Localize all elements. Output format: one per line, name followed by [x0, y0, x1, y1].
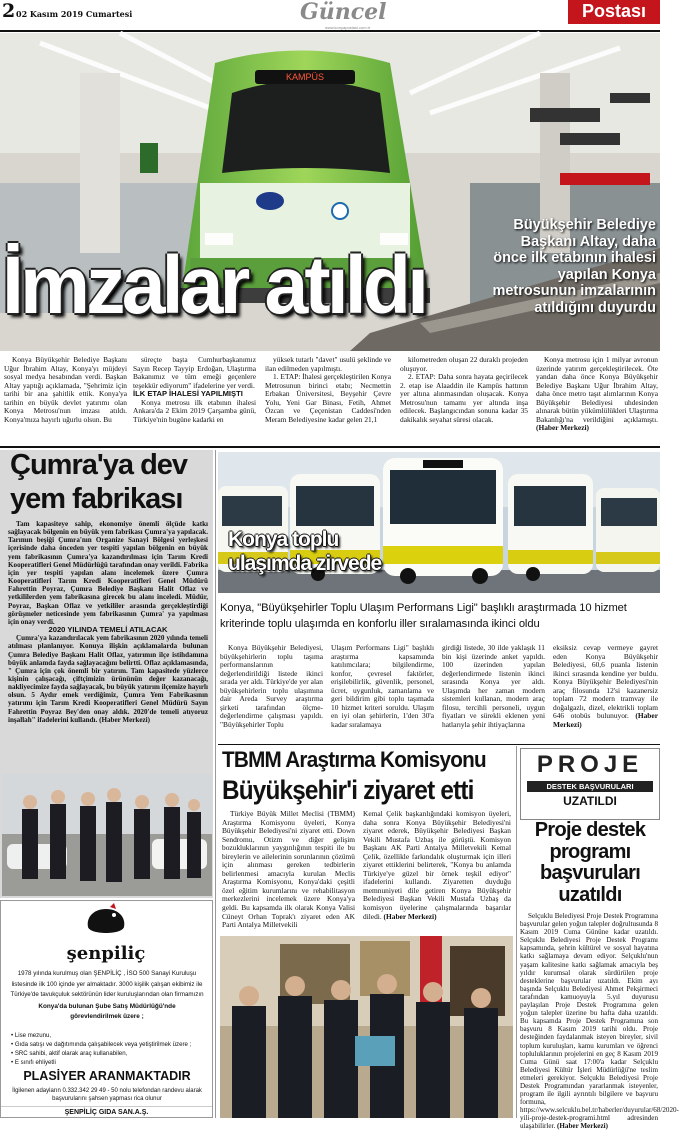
proje-body: [520, 912, 679, 1131]
senpilic-brand: şenpiliç: [66, 943, 146, 964]
toplu-deck: Konya, "Büyükşehirler Toplu Ulaşım Performans Ligi" başlıklı araştırmada 10 hizmet kriterinde toplu ulaşımda en konforlu iller sıralamasında ikinci oldu: [220, 602, 627, 630]
lead-column-4: [400, 356, 528, 442]
toplu-text-4: eksiksiz cevap vermeye gayret eden Konya Büyükşehir Belediyesi, 60,6 puanla listenin ikinci sırasında kendine yer buldu. Konya Büyükşehir Belediyesi'nin araç filosunda 12'si kazanersiz toplam 72 modern tramvay ile doğalgazlı, dizel, elektrikli toplam 646 otobüs bulunuyor.: [553, 643, 658, 721]
cumra-text-2: Çumra'ya kazandırılacak yem fabrikasının 2020 yılında temeli atılması planlanıyor. Konuya ilişkin açıklamalarda bulunan Çumra Belediye Başkanı Halit Oflaz, yatırımın ilçe istihdamına büyük anlamda fayda sağlayacağını belirtti. Oflaz açıklamasında, " Çumra için çok önemli bir yatırım. Tam kapasitede yüzlerce kişinin çalışacağı, çiftçimizin ürününün değer kazanacağı, nakliyecimize fayda sağlayacak, bu büyük yatırım ilçemize hayırlı olsun. 5 Aydır emek verdiğimiz, Çumra Yem Fabrikasının yatırımı için Tarım Kredi Kooperatifleri Genel Müdürü Sayın Fahrettin Poyraz Bey'den onay aldık. 2020'de temeli atıyoruz inşallah" ifadelerini kullandı.: [8, 634, 208, 724]
lead-text-2b: Konya metrosu ilk etabının ihalesi Ankara'da 2 Ekim 2019 Çarşamba günü, Türkiye'nin bugüne kadarki en: [133, 397, 256, 424]
tbmm-text-2: Kemal Çelik başkanlığındaki komisyon üyeleri, daha sonra Konya Büyükşehir Belediyesi'ni ziyaret ederek, Büyükşehir Belediyesi Başkan Vekili Mustafa Uzbaş ile görüştü. Komisyon Başkanı AK Parti Antalya Milletvekili Kemal Çelik, özellikle farkındalık oluşturmak için illeri ziyaret ettiklerini belirterek, "Konya bu anlamda Türkiye'ye güzel bir örnek teşkil ediyor" ifadelerini kullandı. Ziyaretten duyduğu memnuniyeti dile getiren Konya Büyükşehir Belediyesi Başkan Vekili Mustafa Uzbaş da komisyon üyelerine çalışmalarında başarılar diledi.: [363, 809, 511, 921]
lead-text-5: Konya metrosu için 1 milyar avronun üzerinde yatırım gerçekleştirilecek. Öte yandan daha önce Konya Büyükşehir Belediye Başkanı Uğur İbrahim Altay, daha önce metro taşıt alımlarının Konya Büyükşehir Belediyesi uhdesinden alınarak bütün yükümlülükleri Ulaştırma Bakanlığı'na verildiğini açıklamıştı.: [536, 355, 658, 424]
tbmm-headline-1: TBMM Araştırma Komisyonu: [222, 747, 486, 772]
proje-ad: [520, 748, 660, 820]
proje-text: Selçuklu Belediyesi Proje Destek Programına başvurular gelen yoğun talepler doğrultusunda 8 Kasım 2019 Cuma Gününe kadar uzatıldı. Selçuklu Belediyesi Proje Destek Programı kapsamında, şehrin kültürel ve sosyal hayatına katkı sağlamaya devam ediyor. Selçuklu'nun yaşam kalitesine katkı sağlamak amacıyla beş yıldır kurumsal olarak sürdürülen proje desteklerine başvurular uzatıldı. Ekim ayı başında Selçuklu Belediyesi Ahmet Pekşirmeci tarafından kamuoyuyla 5.yıl duyurusu paylaşılan Proje Destek Programına gelen yoğun talepler üzerine bu hafta daha uzatıldı. Bu kapsamda Proje Destek Programına son başvuru 8 Kasım 2019 tarihi oldu. Proje desteğinden faydalanmak isteyen bireyler, sivil toplum kuruluşları, kamu kurumları ve öğrenci topluluklarının projelerini en geç 8 Kasım 2019 Cuma Günü saat 17:00'a kadar Selçuklu Belediyesi Kültür İşleri Müdürlüğü'ne teslim etmeleri gerekiyor. Selçuklu Belediyesi Proje Destek Programından yararlanmak isteyenler, program ile ilgili ayrıntılı bilgilere ve başvuru formuna, https://www.selcuklu.bel.tr/haberler/duyurular/68/2020-yili-proje-destek-programi.html adresinden ulaşabilirler.: [520, 912, 679, 1131]
cumra-body: [8, 520, 208, 772]
issue-date: 02 Kasım 2019 Cumartesi: [16, 9, 133, 19]
chicken-icon: [76, 905, 136, 939]
tbmm-group-photo: [220, 936, 513, 1118]
site-url: www.konyapostasi.com.tr: [325, 25, 371, 30]
lead-column-3: [265, 356, 391, 442]
page-number: 2: [2, 0, 16, 22]
tbmm-headline-2: Büyükşehir'i ziyaret etti: [222, 775, 474, 805]
proje-ad-sub: UZATILDI: [563, 794, 617, 808]
proje-signature: (Haber Merkezi): [557, 1122, 608, 1131]
tbmm-signature: (Haber Merkezi): [383, 911, 437, 921]
lead-signature: (Haber Merkezi): [536, 423, 590, 433]
senpilic-footer: ŞENPİLİÇ GIDA SAN.A.Ş.: [1, 1106, 212, 1118]
tbmm-text-1: Türkiye Büyük Millet Meclisi (TBMM) Araştırma Komisyonu üyeleri, Konya Büyükşehir Belediyesi'ni ziyaret etti. Down Sendromu, Otizm ve diğer gelişim bozukluklarının yaygınlığının tespiti ile bu bireylerin ve ailelerinin sorunlarının çözümü için alınması gereken tedbirlerin belirlenmesi amacıyla kurulan Meclis Araştırma Komisyonu, Konya'daki çeşitli özel eğitim kurumlarını ve rehabilitasyon merkezlerini incelemek üzere Konya'ya geldi. Bu kapsamda ilk olarak Konya Valisi Cüneyt Orhan Toprak'ı ziyaret eden AK Parti Antalya Milletvekili: [222, 809, 355, 930]
requirement-item: • Lise mezunu,: [11, 1032, 52, 1039]
right-column-divider: [516, 746, 517, 1118]
requirement-item: • E sınıfı ehliyetli: [11, 1059, 56, 1066]
toplu-column-1: [220, 644, 323, 742]
cumra-group-photo: [2, 774, 212, 896]
cumra-signature: (Haber Merkezi): [99, 715, 150, 724]
toplu-bottom-rule: [218, 744, 660, 745]
senpilic-title-line: görevlendirilmek üzere ;: [70, 1013, 144, 1020]
requirement-item: • Gıda satışı ve dağıtımında çalışabilecek veya yetiştirilmek üzere ;: [11, 1041, 192, 1048]
toplu-signature: (Haber Merkezi): [553, 711, 658, 729]
proje-ad-band: DESTEK BAŞVURULARI: [527, 781, 653, 792]
toplu-headline-1: Konya toplu: [228, 528, 339, 551]
lead-text-3a: yüksek tutarlı "davet" usulü şeklinde ve ilan edilmeden yapılmıştı.: [265, 355, 391, 373]
requirement-item: • SRC sahibi, aktif olarak araç kullanabilen,: [11, 1050, 128, 1057]
cumra-text-1: Tam kapasiteye sahip, ekonomiye önemli ölçüde katkı sağlayacak bölgenin en büyük yem fabrikası Çumra'ya yapılacak. Tarımın beşiği Çumra'nın Organize Sanayi Bölgesi yerleşkesi içerisinde daha önceden yer tespiti yapılan bölgenin en büyük yem fabrikasının Çumra'ya kazandırılması için Tarım Kredi Kooperatifleri Genel Müdürlüğü tarafından onay verildi. Fabrika için yer tespiti yapılan alanı incelemek üzere Çumra Kooperatifleri Tarım Kredi Kooperatifleri Genel Müdürü Fahrettin Poyraz, Çumra Belediye Başkanı Halit Oflaz ve yetkililerden yem fabrikasına girecek bu alanı inceledi. Müdür, Poyraz, Başkan Oflaz ve yetkililer arasında gerçekleştirdiği görüşmeler neticesinde yem fabrikasının Çumra' ya yapılması için onay verdi.: [8, 520, 208, 626]
lead-text-3b: 1. ETAP: İhalesi gerçekleştirilen Konya Metrosunun birinci etabı; Necmettin Erbakan Üniversitesi, Beyşehir Çevre Yolu, Yeni Gar Binası, Fetih, Ahmet Özcan ve Çeçenistan Caddesi'nden Meram Belediyesine kadar gelen 21,1: [265, 372, 391, 424]
senpilic-contact: İlgilenen adayların 0.332.342 29 49 - 50 nolu telefondan randevu alarak başvurularını şahsen yapması rica olunur: [12, 1088, 202, 1102]
toplu-text-1: Konya Büyükşehir Belediyesi, büyükşehirlerin toplu taşıma performanslarının değerlendirildiği listede ikinci sırada yer aldı. Türkiye'de yer alan büyükşehirlerin toplu ulaşımına dair Areda Survey araştırma şirketi tarafından ölçme-değerlendirme çalışması yapıldı. "Büyükşehirler Toplu: [220, 643, 323, 729]
toplu-text-3: girdiği listede, 30 ilde yaklaşık 11 bin kişi üzerinde anket yapıldı. 100 üzerinden yapılan değerlendirmede listenin ikinci sırasında Konya yer aldı. Ulaşımda her zaman modern sistemleri kullanan, modern araç filosu, tercihli personeli, uygun fiyatları ve sürekli eklenen yeni hatlarıyla şehir ihtiyaçlarına: [442, 643, 545, 729]
senpilic-ad: [0, 900, 213, 1118]
lead-text-4a: kilometreden oluşan 22 duraklı projeden oluşuyor.: [400, 355, 528, 373]
lead-text-2a: süreçte başta Cumhurbaşkanımız Sayın Recep Tayyip Erdoğan, Ulaştırma Bakanımız ve tüm emeği geçenlere teşekkür ediyorum" ifadelerine yer verdi.: [133, 355, 256, 390]
lead-column-5: [536, 356, 658, 442]
senpilic-bold-line: Konya'da bulunan Şube Satış Müdürlüğü'nde: [38, 1003, 176, 1010]
senpilic-intro: 1978 yılında kurulmuş olan ŞENPİLİÇ , İSO 500 Sanayi Kuruluşu listesinde ilk 100 içinde yer almaktadır. 3000 kişilik çalışan ekibimiz ile Türkiye'de tavukçuluk sektörünün lider kuruluşlarından olan firmamızın: [10, 970, 204, 998]
train-destination-sign: KAMPÜS: [285, 72, 325, 82]
section-title: Güncel: [300, 0, 387, 25]
toplu-column-2: [331, 644, 434, 742]
tbmm-column-1: [222, 810, 355, 934]
lead-text-4b: 2. ETAP: Daha sonra hayata geçirilecek 2. etap ise Alaaddin ile Kampüs hattının yer altına alınmasından oluşacak. Konya Metrosu'nun tamamı yer altında inşa edilecek. Başlangıcından sonuna kadar 35 dakikalık seyahat süresi olacak.: [400, 372, 528, 424]
cumra-headline: Çumra'ya dev yem fabrikası: [10, 449, 188, 515]
proje-headline: Proje destek programı başvuruları uzatıldı: [534, 819, 646, 906]
lead-column-1: [4, 356, 127, 442]
tbmm-column-2: [363, 810, 511, 934]
toplu-column-4: [553, 644, 658, 742]
lead-headline: İmzalar atıldı: [2, 240, 426, 331]
lead-subhead: İLK ETAP İHALESİ YAPILMIŞTI: [133, 389, 243, 399]
bus-photo: [218, 452, 660, 593]
senpilic-cta: PLASİYER ARANMAKTADIR: [23, 1069, 191, 1083]
lead-deck: Büyükşehir Belediye Başkanı Altay, daha önce ilk etabının ihalesi yapılan Konya metrosunun imzalarının atıldığını duyurdu: [492, 217, 656, 316]
cumra-subhead: 2020 YILINDA TEMELİ ATILACAK: [48, 625, 168, 635]
cumra-photo: [2, 774, 212, 896]
tbmm-photo: [220, 936, 513, 1118]
header-rule: [0, 30, 660, 32]
left-column-divider: [215, 450, 216, 1118]
proje-ad-word: PROJE: [536, 751, 644, 778]
lead-text-1: Konya Büyükşehir Belediye Başkanı Uğur İbrahim Altay, Konya'yı müjdeyi sosyal medya hesabından verdi. Başkan Altay yaptığı açıklamada, "Şehrimiz için tarihi bir ana şahitlik ettik. Konya'ya tarihin en büyük devlet yatırımı olan Konya Metrosu'nun imzası atıldı. Konya'mıza hayırlı uğurlu olsun. Bu: [4, 355, 127, 424]
toplu-column-3: [442, 644, 545, 742]
lead-column-2: [133, 356, 256, 442]
senpilic-logo: [46, 905, 166, 964]
toplu-headline-2: ulaşımda zirvede: [228, 552, 382, 575]
logo-text: Postası: [581, 1, 647, 21]
newspaper-logo: [568, 0, 660, 24]
senpilic-requirements: [11, 1031, 211, 1067]
toplu-text-2: Ulaşım Performans Ligi" başlıklı araştırma kapsamında katılımcılara; bilgilendirme, konfor, çevresel faktörler, erişilebilirlik, güvenlik, personel, ücret, uygunluk, zamanlama ve geri bildirim gibi toplu taşımada 10 hizmet kriteri soruldu. Ulaşım en iyi olan şehirlerin, 1'den 30'a kadar sıralamaya: [331, 643, 434, 729]
